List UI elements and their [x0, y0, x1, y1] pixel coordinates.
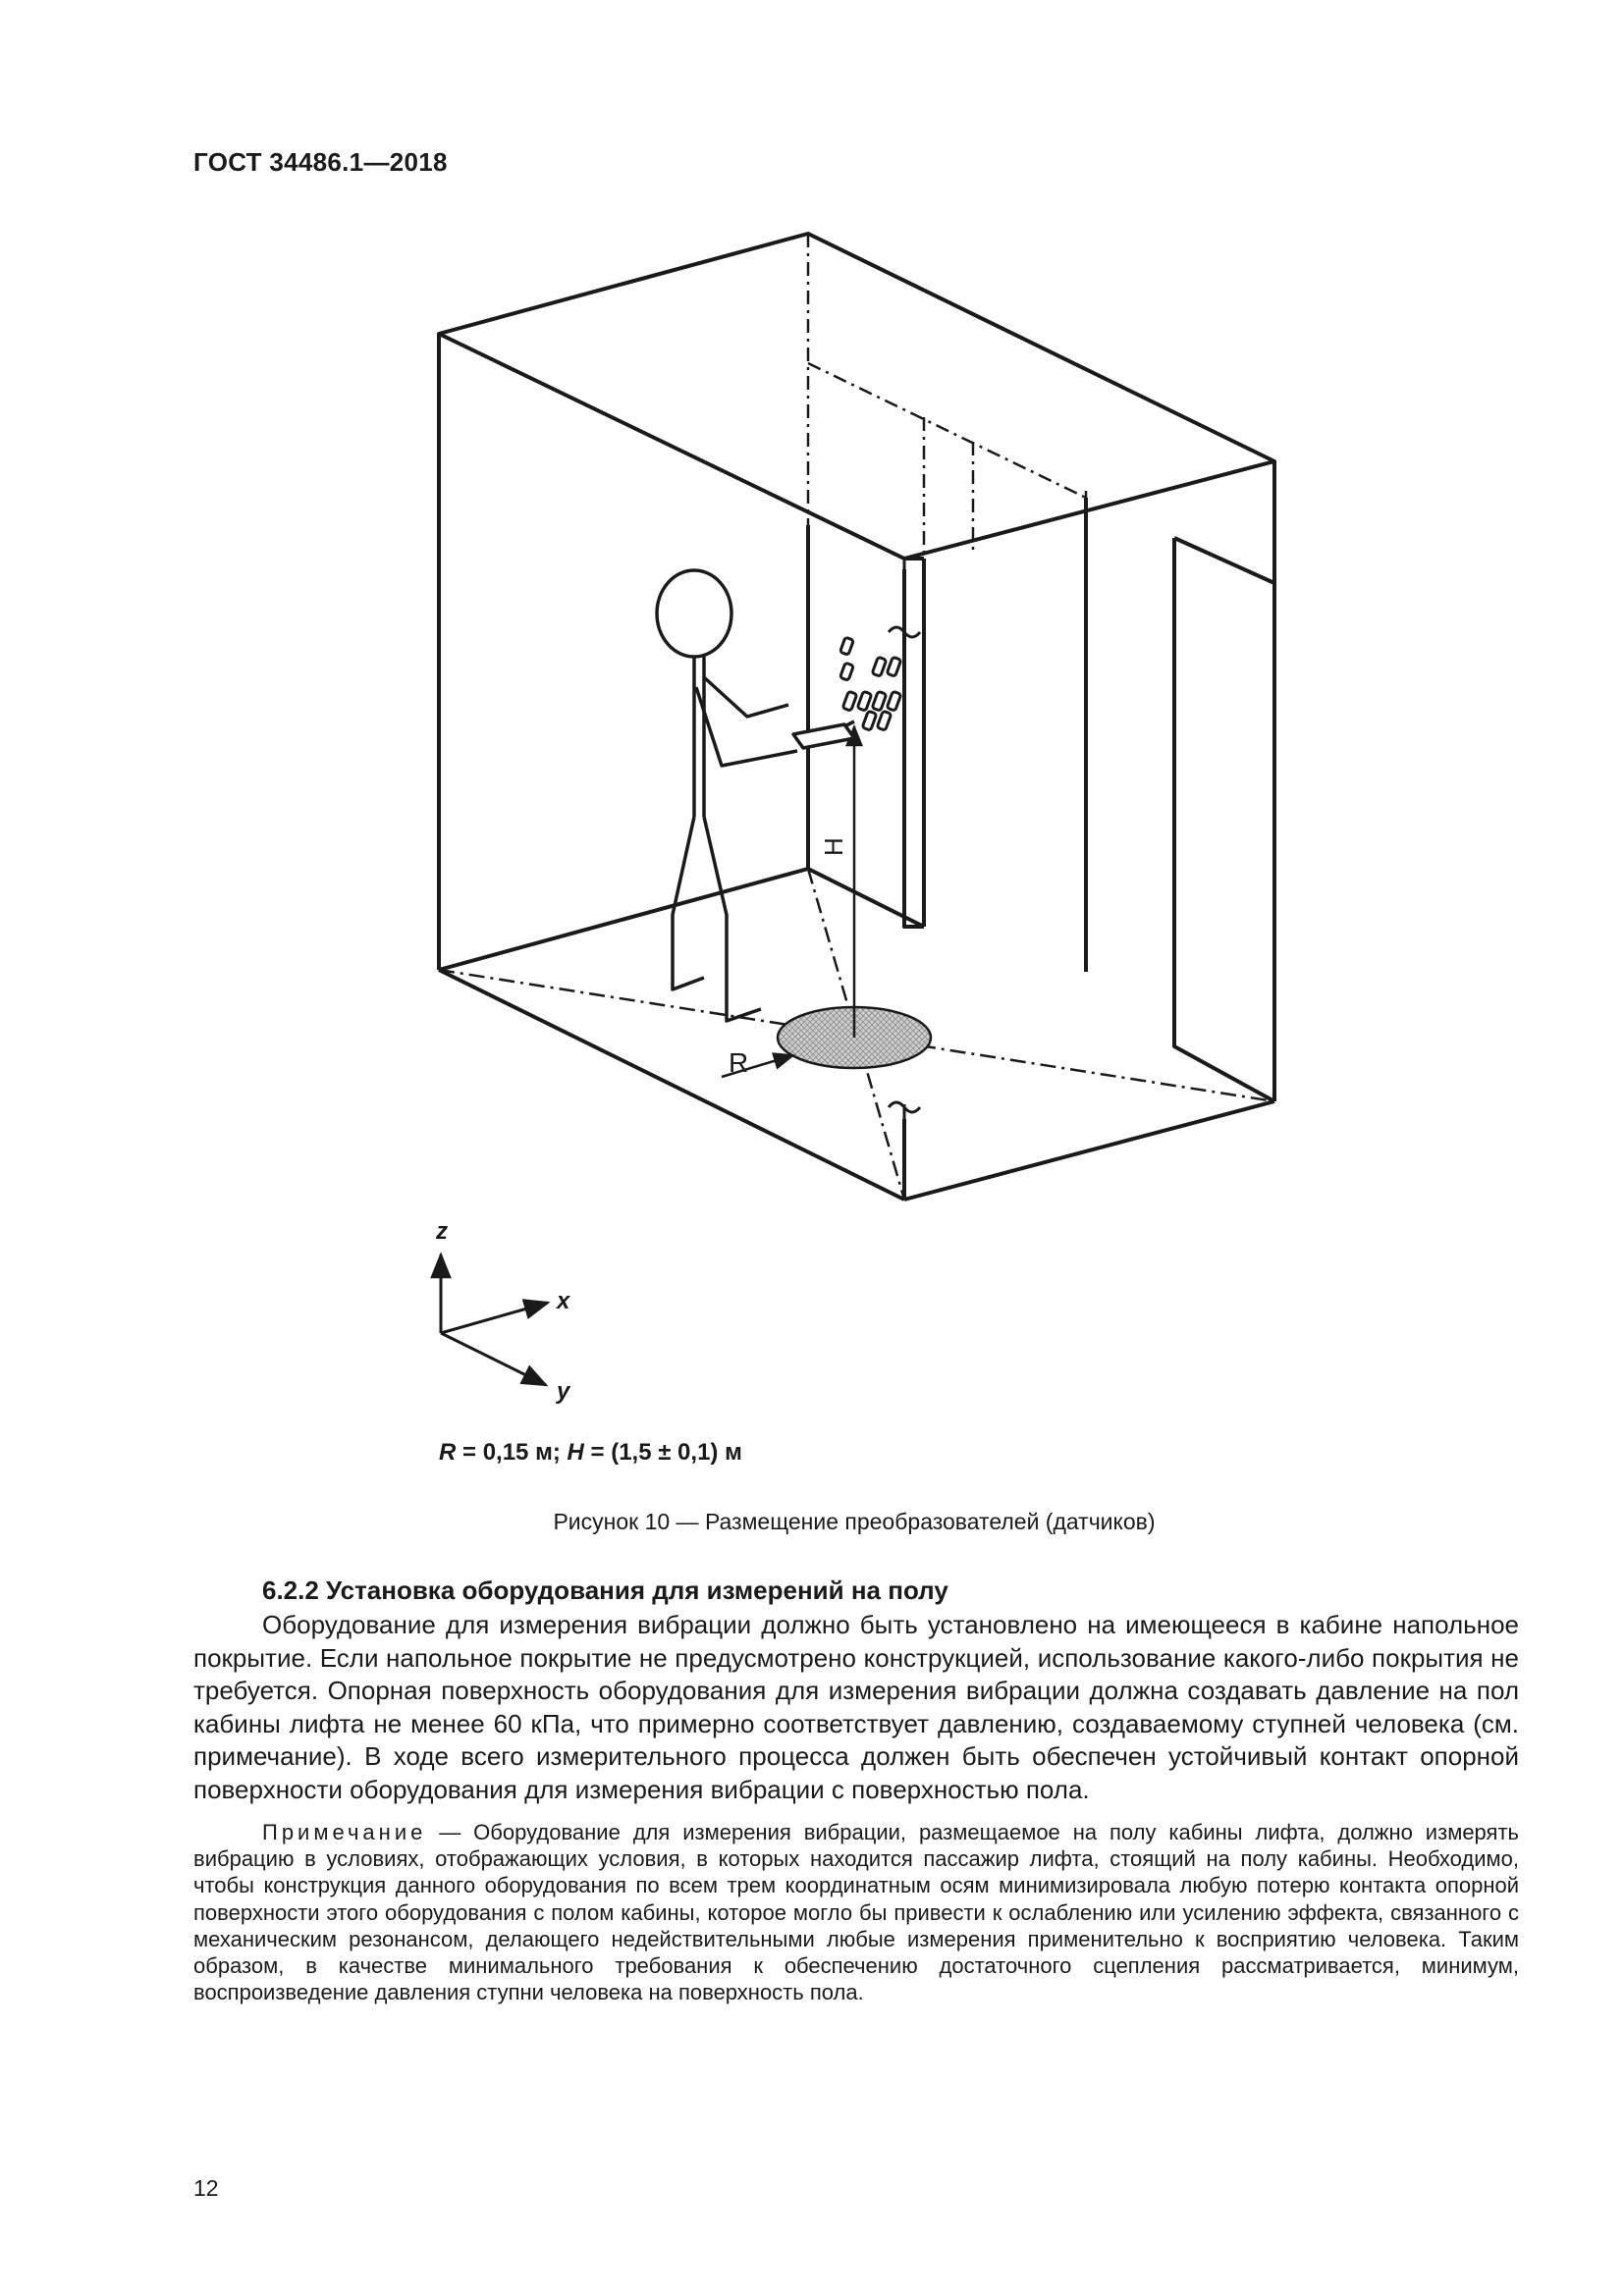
section-heading: 6.2.2 Установка оборудования для измерений на полу [262, 1575, 948, 1605]
axis-z-label: z [436, 1218, 448, 1245]
formula-r-value: = 0,15 м; [456, 1439, 568, 1466]
control-panel-buttons [840, 637, 901, 730]
coordinate-axes [441, 1255, 548, 1385]
figure-formula [439, 1439, 742, 1467]
measurement-area [722, 726, 931, 1077]
note-text: — Оборудование для измерения вибрации, размещаемое на полу кабины лифта, должно измерять вибрацию в условиях, отображающих условия, в которых находится пассажир лифта, стоящий на полу кабины. Необходимо, чтобы конструкция данного оборудования по всем трем координатным осям минимизировала любую потерю контакта опорной поверхности этого оборудования с полом кабины, которое могло бы привести к ослаблению или усилению эффекта, связанного с механическим резонансом, делающего недействительными любые измерения применительно к восприятию человека. Таким образом, в качестве минимального требования к обеспечению достаточного сцепления рассматривается, минимум, воспроизведение давления ступни человека на поверхность пола. [193, 1820, 1519, 2005]
section-body: Оборудование для измерения вибрации должно быть установлено на имеющееся в кабине напольное покрытие. Если напольное покрытие не предусмотрено конструкцией, использование какого-либо покрытия не требуется. Опорная поверхность оборудования для измерения вибрации должна создавать давление на пол кабины лифта не менее 60 кПа, что примерно соответствует давлению, создаваемому ступней человека (см. примечание). В ходе всего измерительного процесса должен быть обеспечен устойчивый контакт опорной поверхности оборудования для измерения вибрации с поверхностью пола. [193, 1610, 1519, 1804]
page-number: 12 [193, 2175, 219, 2201]
formula-r-symbol: R [439, 1439, 457, 1466]
formula-h-value: = (1,5 ± 0,1) м [583, 1439, 742, 1466]
radius-label: R [729, 1047, 749, 1078]
hidden-edges [808, 234, 1086, 559]
note-label: Примечание [262, 1820, 427, 1844]
note-paragraph [193, 1819, 1519, 2005]
height-label: H [819, 837, 848, 856]
document-id: ГОСТ 34486.1—2018 [193, 147, 448, 177]
axis-x-label: x [557, 1288, 570, 1314]
axis-y-label: y [557, 1378, 570, 1405]
figure-caption: Рисунок 10 — Размещение преобразователей (датчиков) [553, 1509, 1156, 1534]
formula-h-symbol: H [567, 1439, 584, 1466]
stick-figure-person [657, 570, 854, 1021]
